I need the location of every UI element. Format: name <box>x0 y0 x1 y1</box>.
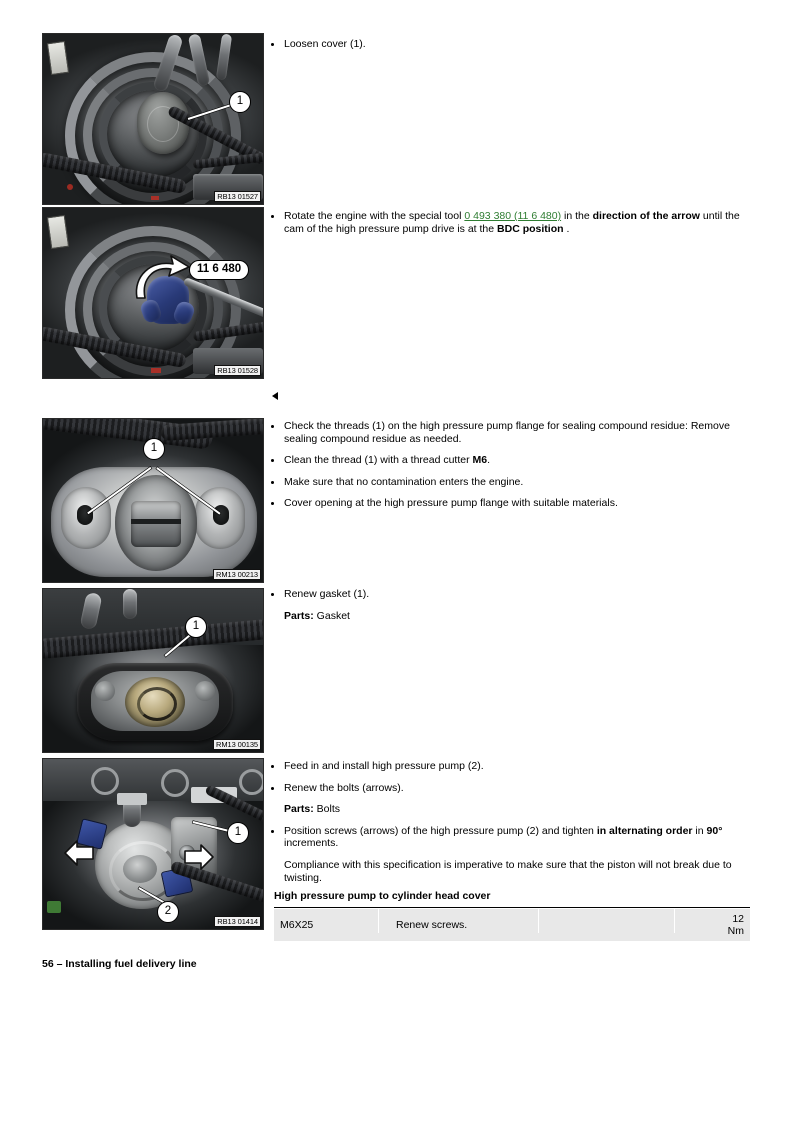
cell-torque: 12 Nm <box>710 909 750 941</box>
instruction-item <box>268 825 752 850</box>
rotation-arrow-icon <box>127 252 193 302</box>
instruction-text: Cover opening at the high pressure pump flange with suitable materials. <box>284 497 618 510</box>
instruction-item <box>268 497 752 510</box>
figure-3-photo <box>43 419 263 582</box>
figure-1 <box>42 33 264 205</box>
instruction-item <box>268 454 752 467</box>
compliance-text: Compliance with this specification is imperative to make sure that the piston will not break due to twisting. <box>284 858 732 884</box>
instruction-text: Loosen cover (1). <box>284 38 366 50</box>
figure-5-callout-1: 1 <box>227 822 249 844</box>
table-row <box>274 909 750 941</box>
parts-text: Parts: Bolts <box>284 803 341 816</box>
cell-note: Renew screws. <box>390 909 562 941</box>
spec-col-divider <box>538 909 539 933</box>
figure-4 <box>42 588 264 753</box>
instruction-item <box>268 210 752 235</box>
figure-2-code: RB13 01528 <box>214 365 261 376</box>
spec-table-body <box>274 909 750 941</box>
instruction-item <box>268 760 752 773</box>
instruction-item <box>268 588 752 601</box>
arrow-right-icon <box>183 843 215 871</box>
figure-2-callout-tool: 11 6 480 <box>189 260 249 280</box>
spec-table <box>274 909 750 941</box>
instruction-text: Position screws (arrows) of the high pressure pump (2) and tighten in alternating order in 90° increments. <box>284 824 723 850</box>
compliance-note <box>268 859 752 884</box>
spec-col-divider <box>674 909 675 933</box>
thread-hole-right <box>213 505 229 525</box>
figure-4-photo <box>43 589 263 752</box>
figure-3 <box>42 418 264 583</box>
instruction-text: Feed in and install high pressure pump (2). <box>284 760 484 772</box>
instruction-block-3 <box>268 420 752 519</box>
spec-table-rule <box>274 907 750 908</box>
instruction-text: Check the threads (1) on the high pressure pump flange for sealing compound residue: Remove sealing compound residue as needed. <box>284 420 730 445</box>
spec-table-title: High pressure pump to cylinder head cover <box>274 890 491 902</box>
parts-note <box>268 610 752 623</box>
figure-1-callout-1: 1 <box>229 91 251 113</box>
instruction-block-1 <box>268 38 752 60</box>
instruction-item <box>268 782 752 795</box>
figure-2-photo <box>43 208 263 378</box>
instruction-text: Clean the thread (1) with a thread cutter M6. <box>284 454 491 467</box>
figure-2 <box>42 207 264 379</box>
figure-5-code: RB13 01414 <box>214 916 261 927</box>
thread-hole-left <box>77 505 93 525</box>
spec-col-divider <box>378 909 379 933</box>
instruction-text: Renew the bolts (arrows). <box>284 781 404 794</box>
figure-5-photo <box>43 759 263 929</box>
instruction-item <box>268 38 752 51</box>
figure-1-code: RB13 01527 <box>214 191 261 202</box>
instruction-text: Make sure that no contamination enters the engine. <box>284 475 524 488</box>
figure-3-code: RM13 00213 <box>213 569 261 580</box>
parts-note <box>268 803 752 816</box>
instruction-text: Rotate the engine with the special tool 0 493 380 (11 6 480) in the direction of the arrow until the cam of the high pressure pump drive is at the BDC position . <box>284 210 740 235</box>
figure-5-callout-2: 2 <box>157 901 179 923</box>
instruction-block-5 <box>268 760 752 893</box>
figure-4-callout-1: 1 <box>185 616 207 638</box>
cell-fastener: M6X25 <box>274 909 390 941</box>
arrow-left-icon <box>63 839 95 867</box>
page-footer: 56 – Installing fuel delivery line <box>42 958 197 970</box>
cell-extra <box>562 909 710 941</box>
figure-1-photo <box>43 34 263 204</box>
instruction-block-4 <box>268 588 752 631</box>
figure-5 <box>42 758 264 930</box>
instruction-item <box>268 476 752 489</box>
cam-follower <box>131 501 181 547</box>
instruction-block-2 <box>268 210 752 244</box>
section-marker-icon <box>272 392 278 400</box>
instruction-text: Renew gasket (1). <box>284 588 370 600</box>
special-tool-link[interactable]: 0 493 380 (11 6 480) <box>464 210 562 222</box>
parts-text: Parts: Gasket <box>284 609 350 622</box>
figure-3-callout-1: 1 <box>143 438 165 460</box>
figure-4-code: RM13 00135 <box>213 739 261 750</box>
instruction-item <box>268 420 752 445</box>
